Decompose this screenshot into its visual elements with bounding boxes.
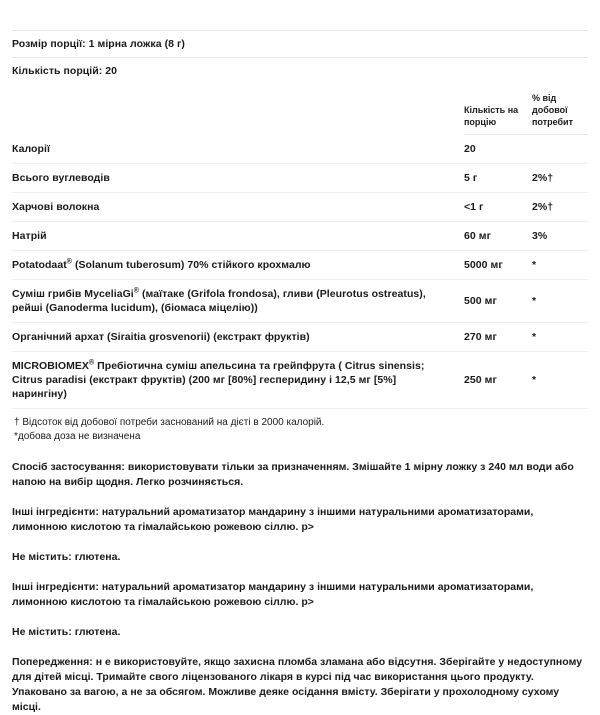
table-row bbox=[12, 135, 588, 164]
column-header-daily-value: % від добової потребит bbox=[532, 88, 588, 135]
table-row bbox=[12, 280, 588, 323]
nutrient-name: MICROBIOMEX® Пребіотична суміш апельсина та грейпфрута ( Citrus sinensis; Citrus paradisi (екстракт фруктів) (200 мг [80%] гесперидину і 12,5 мг [5%] нарингіну) bbox=[12, 359, 425, 400]
free-from-paragraph-1: Не містить: глютена. bbox=[12, 551, 121, 563]
nutrient-daily-value: 2%† bbox=[532, 201, 554, 213]
nutrient-name: Суміш грибів MyceliaGi® (маїтаке (Grifola frondosa), гливи (Pleurotus ostreatus), рейші (Ganoderma lucidum), (біомаса міцелію)) bbox=[12, 287, 426, 314]
nutrient-name: Калорії bbox=[12, 142, 50, 155]
nutrient-amount: 270 мг bbox=[464, 331, 497, 343]
warning-paragraph: Попередження: н е використовуйте, якщо захисна пломба зламана або відсутня. Зберігайте у недоступному для дітей місці. Тримайте свого ліцензованого лікаря в курсі під час використання цього продукту. Упаковано за вагою, а не за обсягом. Можливе деяке осідання вмісту. Зберігати у прохолодному сухому місці. bbox=[12, 656, 583, 713]
nutrient-amount: <1 г bbox=[464, 201, 484, 213]
nutrient-name: Всього вуглеводів bbox=[12, 172, 110, 184]
registered-trademark-icon: ® bbox=[88, 359, 95, 367]
body-text-block bbox=[12, 444, 588, 715]
table-row bbox=[12, 222, 588, 251]
table-header-row bbox=[12, 88, 588, 135]
nutrient-daily-value bbox=[532, 135, 588, 164]
nutrient-daily-value: * bbox=[532, 259, 537, 271]
footnotes-block bbox=[12, 409, 588, 444]
table-row bbox=[12, 323, 588, 352]
free-from-paragraph-2: Не містить: глютена. bbox=[12, 626, 121, 638]
top-spacer bbox=[12, 0, 588, 30]
table-body bbox=[12, 135, 588, 409]
serving-size-row: Розмір порції: 1 мірна ложка (8 г) bbox=[12, 30, 588, 57]
directions-paragraph: Спосіб застосування: використовувати тільки за призначенням. Змішайте 1 мірну ложку з 240 мл води або напою на вибір щодня. Легко розчиняється. bbox=[12, 461, 574, 488]
column-header-name bbox=[12, 88, 464, 135]
other-ingredients-paragraph-2: Інші інгредієнти: натуральний ароматизатор мандарину з іншими натуральними ароматизаторами, лимонною кислотою та гімалайською рожевою сіллю. p> bbox=[12, 581, 534, 608]
table-row bbox=[12, 193, 588, 222]
table-row bbox=[12, 164, 588, 193]
registered-trademark-icon: ® bbox=[66, 258, 72, 266]
nutrient-amount: 20 bbox=[464, 143, 476, 155]
nutrient-name: Харчові волокна bbox=[12, 201, 100, 213]
nutrient-daily-value: * bbox=[532, 374, 537, 386]
nutrient-name: Органічний архат (Siraitia grosvenorii) (екстракт фруктів) bbox=[12, 331, 310, 343]
nutrient-daily-value: * bbox=[532, 295, 537, 307]
daily-value-footnote: † Відсоток від добової потреби заснований на дієті в 2000 калорій. bbox=[14, 417, 325, 428]
other-ingredients-paragraph-1: Інші інгредієнти: натуральний ароматизатор мандарину з іншими натуральними ароматизаторами, лимонною кислотою та гімалайською рожевою сіллю. p> bbox=[12, 506, 534, 533]
nutrient-name: Натрій bbox=[12, 230, 47, 242]
table-row bbox=[12, 251, 588, 280]
nutrient-amount: 5 г bbox=[464, 172, 478, 184]
nutrient-amount: 500 мг bbox=[464, 295, 497, 307]
nutrient-daily-value: 2%† bbox=[532, 172, 554, 184]
nutrient-amount: 250 мг bbox=[464, 374, 497, 386]
not-established-footnote: *добова доза не визначена bbox=[14, 431, 141, 442]
nutrient-amount: 5000 мг bbox=[464, 259, 503, 271]
nutrient-daily-value: * bbox=[532, 331, 537, 343]
supplement-facts-table bbox=[12, 88, 588, 409]
nutrient-amount: 60 мг bbox=[464, 230, 491, 242]
registered-trademark-icon: ® bbox=[133, 287, 139, 295]
servings-per-container-row: Кількість порцій: 20 bbox=[12, 57, 588, 84]
nutrient-name: Potatodaat® (Solanum tuberosum) 70% стійкого крохмалю bbox=[12, 258, 311, 271]
table-row bbox=[12, 352, 588, 409]
nutrient-daily-value: 3% bbox=[532, 230, 548, 242]
table-header bbox=[12, 88, 588, 135]
column-header-amount-per-serving: Кількість на порцію bbox=[464, 88, 532, 135]
